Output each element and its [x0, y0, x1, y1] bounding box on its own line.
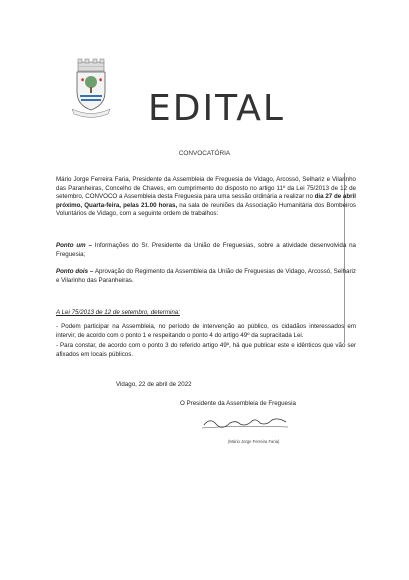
convocation-text-b: na sala de reuniões da Associação Humanitária dos Bombeiros Voluntários de Vidago, com a seguinte ordem de trabalhos: — [56, 201, 356, 217]
public-participation-paragraph: - Podem participar na Assembleia, no período de intervenção ao público, os cidadãos interessados em intervir, de acordo com o ponto 1 e respeitando o ponto 4 do artigo 49º da supracitada Lei. — [56, 323, 356, 339]
signer-name: (Mário Jorge Ferreira Faria) — [228, 439, 280, 444]
law-reference — [56, 309, 356, 318]
agenda-item-two — [56, 268, 356, 285]
handwritten-signature-icon — [200, 412, 290, 432]
law-reference-text: A Lei 75/2013 de 12 de setembro, determina: — [56, 309, 180, 316]
municipality-coat-of-arms-icon — [66, 58, 116, 120]
convocation-paragraph — [56, 176, 356, 219]
document-subtitle: CONVOCATÓRIA — [178, 150, 231, 157]
agenda-item-two-text: Aprovação do Regimento da Assembleia da União de Freguesias de Vidago, Arcossó, Selhariz e Vilarinho das Paranheiras. — [56, 268, 357, 284]
closing-title: O Presidente da Assembleia de Freguesia — [180, 400, 296, 407]
publication-paragraph: - Para constar, de acordo com o ponto 3 do referido artigo 49º, há que publicar este e idênticos que vão ser afixados em locais públicos. — [56, 342, 356, 358]
convocation-text-a: Presidente da Assembleia de Freguesia de Vidago, Arcossó, Selhariz e Vilarinho das Paranheiras, Concelho de Chaves, em cumprimento do disposto no artigo 11º da Lei 75/2013 de 12 de setembro, CONVOCO a Assembleia desta Freguesia para uma sessão ordinária a realizar no — [56, 176, 356, 200]
agenda-item-one-text: Informações do Sr. Presidente da União de Freguesias, sobre a atividade desenvolvida na Freguesia; — [56, 242, 357, 258]
document-title: EDITAL — [148, 88, 285, 129]
meeting-date-time: dia 27 de abril próximo, Quarta-feira, pelas 21.00 horas, — [56, 193, 356, 209]
agenda-item-one-label: Ponto um – — [56, 242, 92, 249]
agenda-item-one — [56, 242, 356, 259]
agenda-item-two-label: Ponto dois – — [56, 268, 94, 275]
document-date: Vidago, 22 de abril de 2022 — [116, 381, 192, 388]
president-name: Mário Jorge Ferreira Faria, — [56, 176, 131, 183]
